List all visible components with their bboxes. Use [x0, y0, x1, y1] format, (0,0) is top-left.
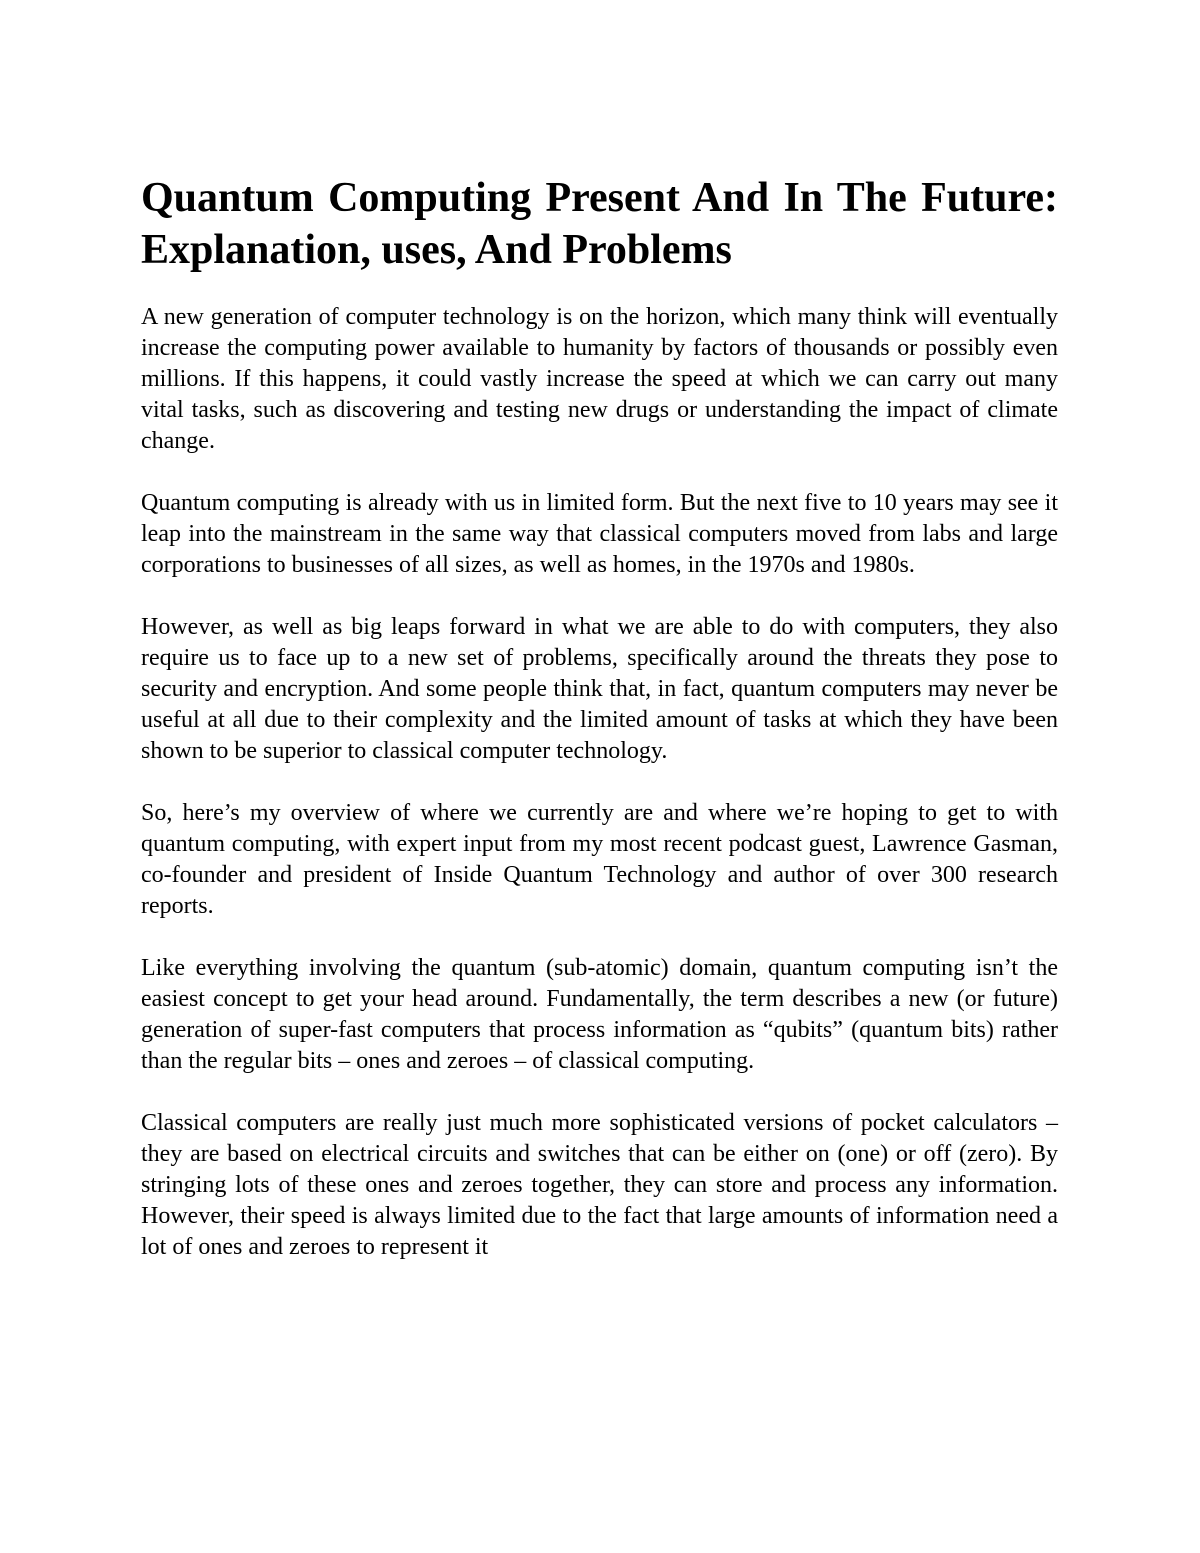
- paragraph-limited-form: Quantum computing is already with us in limited form. But the next five to 10 years may see it leap into the mainstream in the same way that classical computers moved from labs and large corporations to businesses of all sizes, as well as homes, in the 1970s and 1980s.: [141, 490, 1058, 578]
- paragraph-intro: A new generation of computer technology is on the horizon, which many think will eventually increase the computing power available to humanity by factors of thousands or possibly even millions. If this happens, it could vastly increase the speed at which we can carry out many vital tasks, such as discovering and testing new drugs or understanding the impact of climate change.: [141, 304, 1058, 454]
- paragraph-classical: Classical computers are really just much more sophisticated versions of pocket calculators – they are based on electrical circuits and switches that can be either on (one) or off (zero). By stringing lots of these ones and zeroes together, they can store and process any information. However, their speed is always limited due to the fact that large amounts of information need a lot of ones and zeroes to represent it: [141, 1110, 1058, 1260]
- paragraph-overview: So, here’s my overview of where we currently are and where we’re hoping to get to with quantum computing, with expert input from my most recent podcast guest, Lawrence Gasman, co-founder and president of Inside Quantum Technology and author of over 300 research reports.: [141, 800, 1058, 919]
- document-title: Quantum Computing Present And In The Future: Explanation, uses, And Problems: [141, 175, 1058, 273]
- paragraph-problems: However, as well as big leaps forward in what we are able to do with computers, they also require us to face up to a new set of problems, specifically around the threats they pose to security and encryption. And some people think that, in fact, quantum computers may never be useful at all due to their complexity and the limited amount of tasks at which they have been shown to be superior to classical computer technology.: [141, 614, 1058, 764]
- document-page: [141, 172, 1058, 1294]
- paragraph-qubits: Like everything involving the quantum (sub-atomic) domain, quantum computing isn’t the easiest concept to get your head around. Fundamentally, the term describes a new (or future) generation of super-fast computers that process information as “qubits” (quantum bits) rather than the regular bits – ones and zeroes – of classical computing.: [141, 955, 1058, 1074]
